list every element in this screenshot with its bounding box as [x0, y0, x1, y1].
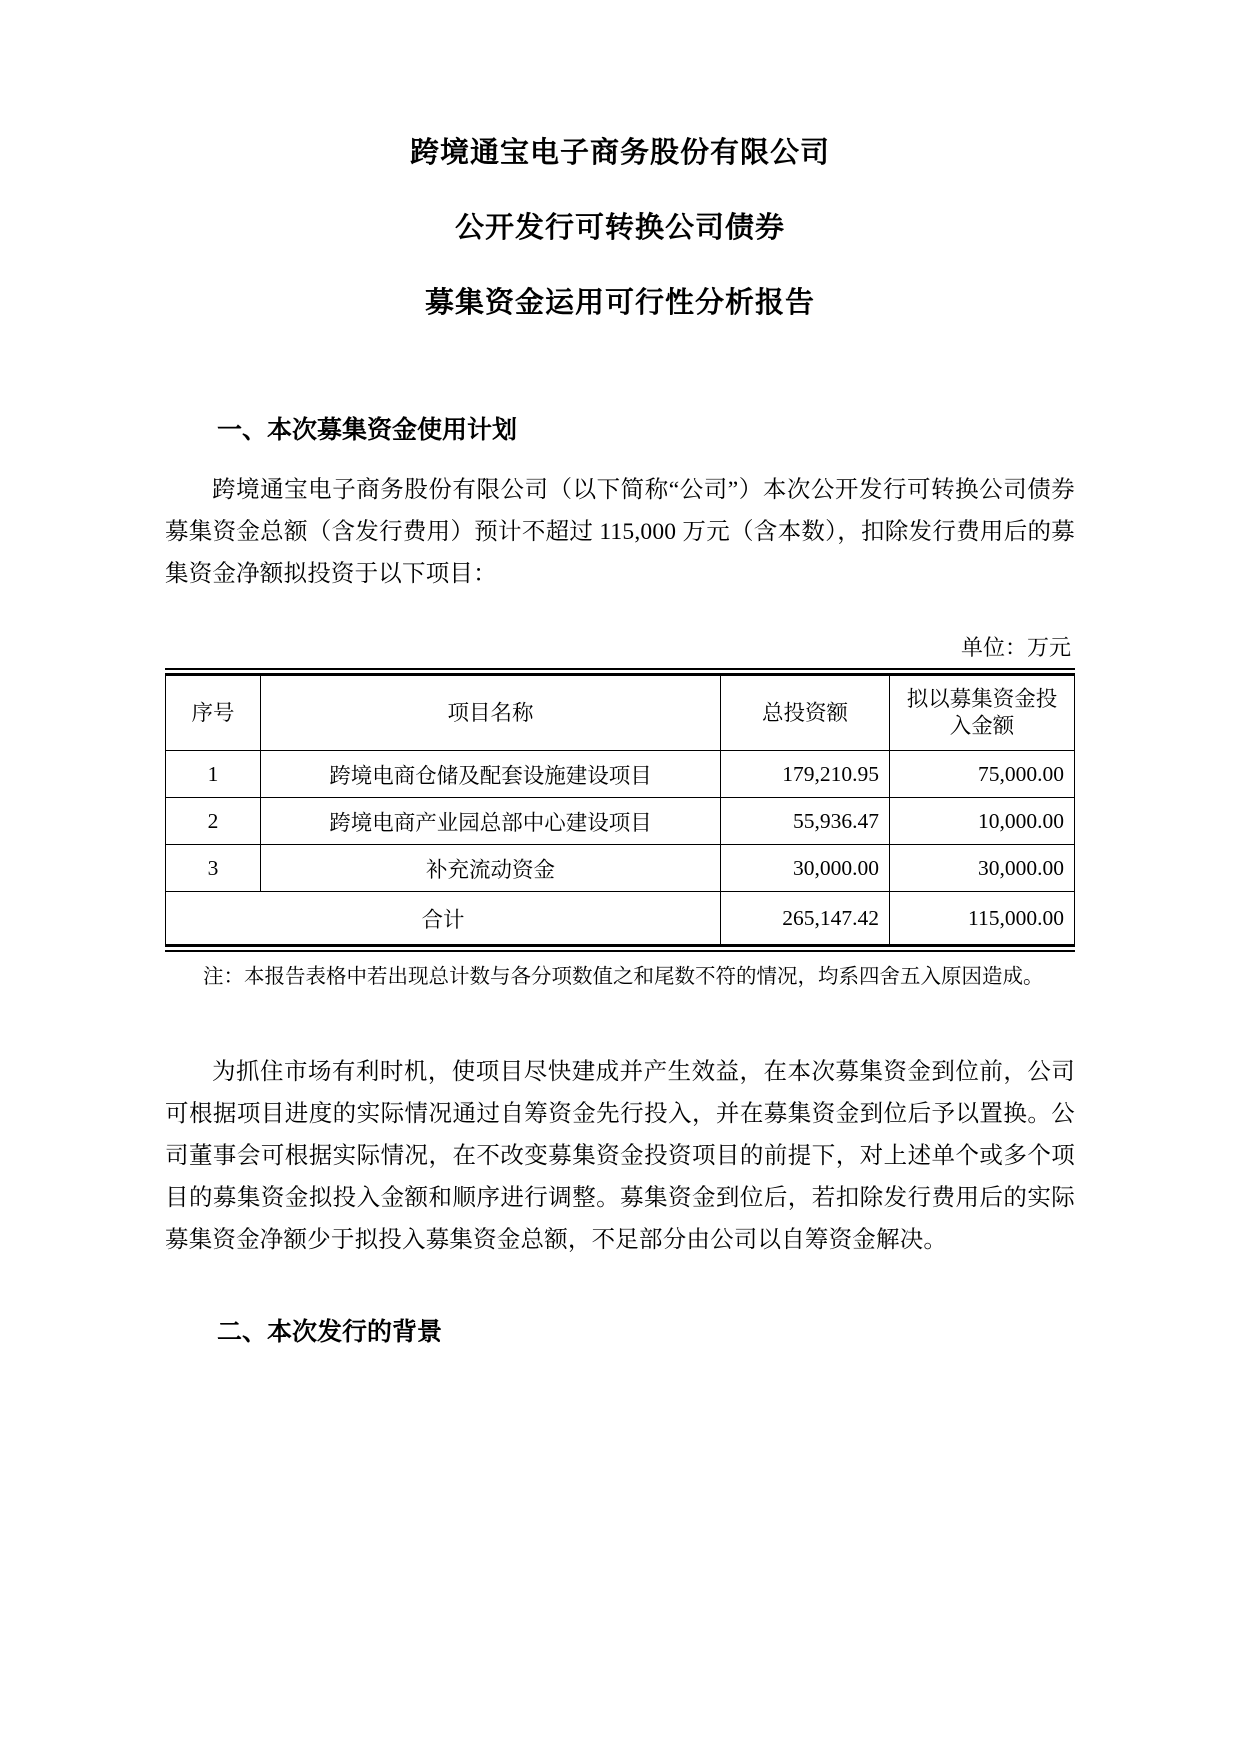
cell-total: 179,210.95 [721, 751, 890, 798]
table-bottom-rule [165, 945, 1075, 952]
table-unit-label: 单位：万元 [960, 635, 1071, 660]
table-total-row [166, 892, 1075, 945]
document-title-line-3: 募集资金运用可行性分析报告 [424, 285, 815, 319]
cell-raise: 10,000.00 [890, 798, 1075, 845]
document-title-line-1: 跨境通宝电子商务股份有限公司 [409, 135, 830, 169]
cell-raise: 30,000.00 [890, 845, 1075, 892]
header-cell-total: 总投资额 [721, 676, 890, 751]
total-row-label: 合计 [166, 892, 721, 945]
document-title-line-2: 公开发行可转换公司债券 [454, 210, 785, 244]
total-row-raise: 115,000.00 [890, 892, 1075, 945]
section-1-paragraph: 跨境通宝电子商务股份有限公司（以下简称“公司”）本次公开发行可转换公司债券募集资金总额（含发行费用）预计不超过 115,000 万元（含本数），扣除发行费用后的募集资金净额拟投资于以下项目： [165, 477, 1075, 587]
body-paragraph-2: 为抓住市场有利时机，使项目尽快建成并产生效益，在本次募集资金到位前，公司可根据项目进度的实际情况通过自筹资金先行投入，并在募集资金到位后予以置换。公司董事会可根据实际情况，在不改变募集资金投资项目的前提下，对上述单个或多个项目的募集资金拟投入金额和顺序进行调整。募集资金到位后，若扣除发行费用后的实际募集资金净额少于拟投入募集资金总额，不足部分由公司以自筹资金解决。 [165, 1058, 1075, 1253]
section-heading-1: 一、本次募集资金使用计划 [217, 415, 518, 444]
header-cell-name: 项目名称 [261, 676, 721, 751]
header-cell-no: 序号 [166, 676, 261, 751]
table-row [166, 751, 1075, 798]
cell-total: 30,000.00 [721, 845, 890, 892]
cell-name: 补充流动资金 [261, 845, 721, 892]
table-row [166, 845, 1075, 892]
cell-no: 2 [166, 798, 261, 845]
cell-no: 3 [166, 845, 261, 892]
cell-name: 跨境电商仓储及配套设施建设项目 [261, 751, 721, 798]
total-row-total: 265,147.42 [721, 892, 890, 945]
table-note: 注：本报告表格中若出现总计数与各分项数值之和尾数不符的情况，均系四舍五入原因造成。 [203, 966, 1044, 988]
document-title-block [165, 135, 1075, 319]
table-body [166, 751, 1075, 945]
cell-total: 55,936.47 [721, 798, 890, 845]
table-row [166, 798, 1075, 845]
table-header-row [166, 676, 1075, 751]
cell-raise: 75,000.00 [890, 751, 1075, 798]
cell-no: 1 [166, 751, 261, 798]
fund-usage-table [165, 675, 1075, 945]
header-cell-raise: 拟以募集资金投入金额 [890, 676, 1075, 751]
table-top-rule [165, 668, 1075, 675]
section-heading-2: 二、本次发行的背景 [217, 1316, 443, 1346]
cell-name: 跨境电商产业园总部中心建设项目 [261, 798, 721, 845]
table-head [166, 676, 1075, 751]
